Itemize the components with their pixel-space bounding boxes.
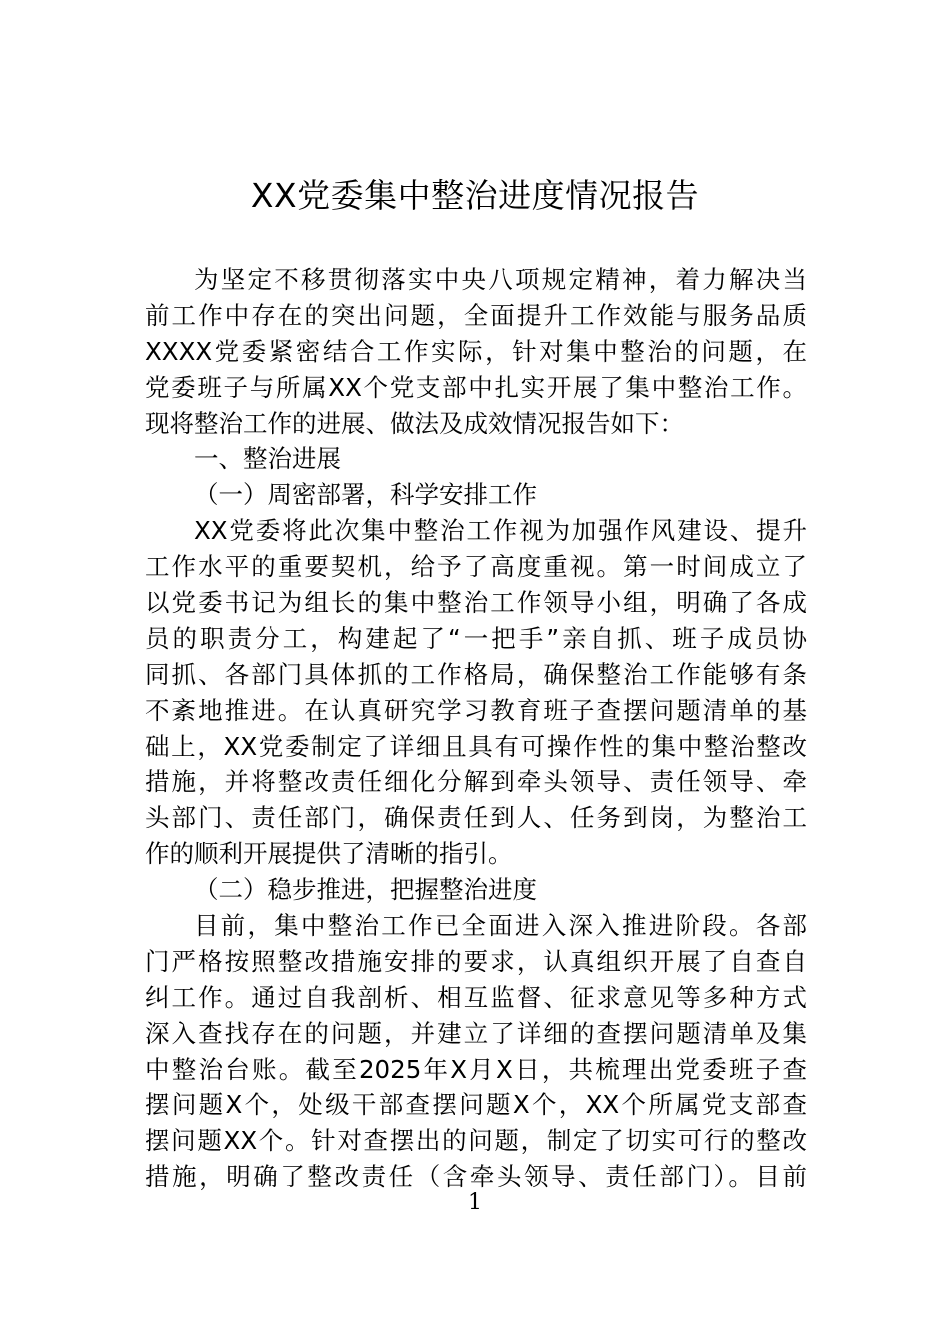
text-line: 不紊地推进。在认真研究学习教育班子查摆问题清单的基 — [145, 695, 807, 725]
subsection-1-paragraph — [145, 513, 807, 872]
page-number: 1 — [468, 1190, 482, 1215]
text-line: 础上，XX党委制定了详细且具有可操作性的集中整治整改 — [145, 731, 807, 761]
text-line: 措施，明确了整改责任（含牵头领导、责任部门）。目前 — [145, 1162, 807, 1192]
text-line: 措施，并将整改责任细化分解到牵头领导、责任领导、牵 — [145, 767, 807, 797]
document-body — [145, 262, 807, 1195]
text-line: 以党委书记为组长的集中整治工作领导小组，明确了各成 — [145, 588, 807, 618]
text-line: 前工作中存在的突出问题，全面提升工作效能与服务品质 — [145, 300, 807, 330]
text-line: 深入查找存在的问题，并建立了详细的查摆问题清单及集 — [145, 1018, 807, 1048]
subsection-heading-2 — [145, 872, 807, 908]
document-title: XX党委集中整治进度情况报告 — [250, 176, 700, 215]
section-heading-1 — [145, 441, 807, 477]
text-line: 摆问题X个，处级干部查摆问题X个，XX个所属党支部查 — [145, 1090, 807, 1120]
text-line: 头部门、责任部门，确保责任到人、任务到岗，为整治工 — [145, 803, 807, 833]
text-line: 作的顺利开展提供了清晰的指引。 — [145, 839, 513, 869]
text-line: XX党委将此次集中整治工作视为加强作风建设、提升 — [194, 516, 807, 546]
text-line: 摆问题XX个。针对查摆出的问题，制定了切实可行的整改 — [145, 1126, 807, 1156]
text-line: 中整治台账。截至2025年X月X日，共梳理出党委班子查 — [145, 1054, 807, 1084]
text-line: XXXX党委紧密结合工作实际，针对集中整治的问题，在 — [145, 336, 807, 366]
text-line: 同抓、各部门具体抓的工作格局，确保整治工作能够有条 — [145, 659, 807, 689]
text-line: 纠工作。通过自我剖析、相互监督、征求意见等多种方式 — [145, 982, 807, 1012]
section-heading: 一、整治进展 — [194, 444, 341, 474]
text-line: 为坚定不移贯彻落实中央八项规定精神，着力解决当 — [194, 265, 807, 294]
text-line: 党委班子与所属XX个党支部中扎实开展了集中整治工作。 — [145, 372, 807, 402]
text-line: 现将整治工作的进展、做法及成效情况报告如下： — [145, 408, 684, 438]
subsection-heading-1 — [145, 477, 807, 513]
text-line: 门严格按照整改措施安排的要求，认真组织开展了自查自 — [145, 946, 807, 976]
text-line: 目前，集中整治工作已全面进入深入推进阶段。各部 — [194, 911, 807, 941]
subsection-heading: （二）稳步推进，把握整治进度 — [194, 875, 537, 905]
intro-paragraph — [145, 262, 807, 441]
text-line: 员的职责分工，构建起了“一把手”亲自抓、班子成员协 — [145, 623, 807, 653]
subsection-heading: （一）周密部署，科学安排工作 — [194, 480, 537, 510]
subsection-2-paragraph — [145, 908, 807, 1195]
text-line: 工作水平的重要契机，给予了高度重视。第一时间成立了 — [145, 552, 807, 582]
